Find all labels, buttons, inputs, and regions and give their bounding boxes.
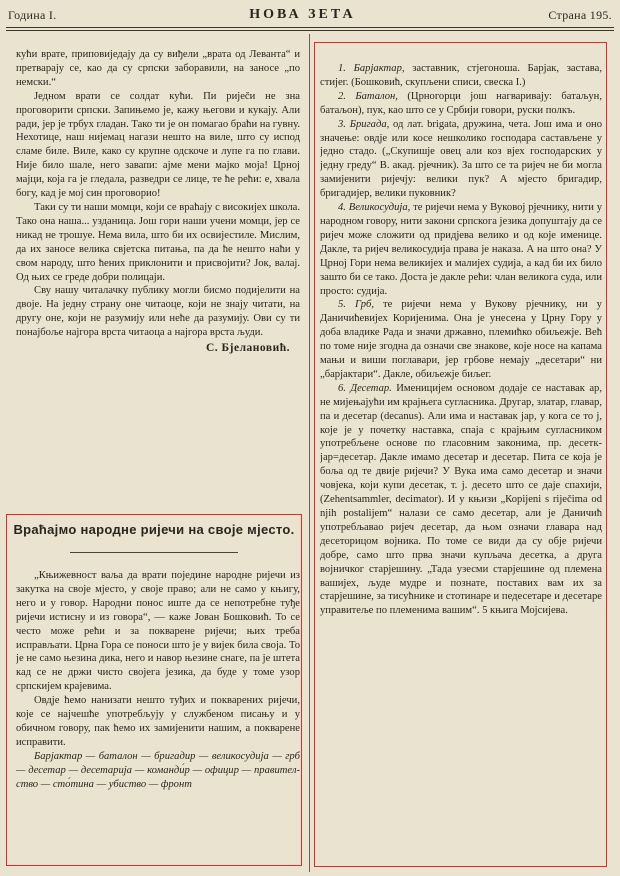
- page-number: Страна 195.: [548, 7, 612, 22]
- entry: [320, 90, 602, 118]
- entry: [320, 62, 602, 90]
- entry-term: 3. Бригада,: [338, 118, 390, 130]
- entry-text: те ријечи нема у Вуковој рјечнику, нити у народном говору, нити закони српскога језика допуштају да се ријеч може сложити од придјева велико и од које именице. Дакле, та ријеч великосудија права је наказа. А на што она? У Црној Гори нема великијех и малијех судија, а кад би их било зашто би се тако. Доста је дакле рећи: члан великога суда, или просто: судија.: [320, 202, 602, 297]
- entry-text: од лат. brigata, дружина, чета. Још има и оно значење: овдје или косе нешколико господара састављене у једно стадо. („Скупишје овец али коз вјех господарских у једну греду“ В. акад. рјечник). За што се та ријеч не би могла замијенити ријечју: велики пук? А мјесто бригадир, бригадијер, велики пуковник?: [320, 118, 602, 200]
- paragraph: Овдје ћемо нанизати нешто туђих и покварених ријечи, које се најчешће употребљују у службеном писању и у обичном говору, пак ћемо их замијенити нашим, а покварене исправити.: [16, 695, 300, 748]
- heading-underline: [70, 552, 238, 553]
- entry-term: 2. Баталон,: [338, 90, 398, 102]
- entry-text: (Црногорци још нагваривају: батаљун, батаљон), пук, као што се у Србији говори, руски полкъ.: [320, 90, 602, 116]
- page-header: [8, 4, 612, 26]
- paragraph: Таки су ти наши момци, који се враћају с високијех школа. Тако она наша... узданица. Још гори наши учени момци, јер се никад не трошуе. Нема вила, што би их освијестиле. Мислим, да их заносе велика свјетска питања, па да ће нешто наћи у свом народу, што ћених приклонити и присвојити? Јок, валај. Од њих се греде добри полицаји.: [16, 201, 300, 283]
- paragraph: Једном врати се солдат кући. Пи риječи не зна проговорити српски. Запињемо је, кажу његови и кукају. Али ради, јер је трбух гладан. Тако ти је он помагао браћи на гувну. Нехотице, наш нијемац нагази нешто на виле, што су испод сламе биле. Виле, како су крупне одскоче и лупе га по глави. Није било шале, него завапи: ајме мени мајко моја! Црној мајци, која га је гледала, разведри се лице, те ће рећи: е, хвала богу, кад је мој син проговорио!: [16, 90, 300, 200]
- entry-text: Именицијем основом додаје се наставак ар, не мијењајући им крајњега сугласника. Другар, златар, главар, па и десетар (decanus). Али има и наставак јар, у кога се то ј, које је у почетку наставка, спаја с крајњим сугласником употребљене основе по гласовним законима, пр. десетк-јар=десетар. Дакле имамо десетар и десетар. Пита се која је боља од те двије ријечи? У Вука има само десетар и значи човјека, који купи десетак, т. ј. десето што се даје спахији, (Zehentsammler, decimator). И у књизи „Корijeni s riječima od njih postalijem“ налази се само десетар, али је Даничић употребљавао ријеч десетар, да њом означи главара над десеторицом војника. По томе се види да су обје ријечи добре, само што прва значи купљача десетка, а друга војничког старјешину. „Тада узесми старјешине од племена вашијех, људе мудре и познате, поставих вам их за старјешине, за тисућнике и стотинаре и педесетаре и десетаре управитеље по племенима вашим“. 5 књига Мојсијева.: [320, 382, 602, 617]
- newspaper-title: НОВА ЗЕТА: [249, 7, 356, 22]
- article-heading: Враћајмо народне ријечи на своје мјесто.: [13, 522, 295, 537]
- entry-term: 1. Барјактар,: [338, 63, 405, 74]
- header-rule-thin: [6, 30, 614, 31]
- issue-year: Година I.: [8, 7, 57, 22]
- word-list: Барјактар — баталон — бригадир — великосудија — грб — десетар — десетарија — команди́р — официр — правителство — сто́тина — убиство — фронт: [16, 750, 300, 790]
- paragraph: Сву нашу читалачку публику могли бисмо подијелити на двоје. На једну страну оне читаоце, који не знају читати, на другу оне, који не разумију или неће да разумију. Ови су ти понајбоље најгора врста читаоца а најгора врста људи.: [16, 285, 300, 339]
- entry: [320, 201, 602, 298]
- entry-text: те ријечи нема у Вукову рјечнику, ни у Даничићевијех Коријенима. Она је унесена у Црну Гору у доба владике Рада и значи државно, племићко обиљежје. Већ по томе није згодна да означи све знакове, које носе на капама мањи и виши поглавари, јер грбове немају „десетари“ ни „барјактари“. Дакле, обиљежје биљег.: [320, 299, 602, 380]
- article-body: [16, 569, 300, 863]
- author-signature: С. Бјелановић.: [206, 342, 290, 355]
- entry-term: 4. Великосудија,: [338, 202, 411, 214]
- entry: [320, 118, 602, 201]
- entry-term: 6. Десетар.: [338, 382, 392, 394]
- entry: [320, 298, 602, 381]
- paragraph: „Књижевност ваља да врати поједине народне ријечи из закутка на своје мјесто, у своје право; али не само у књигу, него и у говор. Народни понос иште да се непотребне туђе ријечи истисну и из говора“, — каже Јован Бошковић. То се често може рећи и за покварене ријечи; њих треба исправљати. Црна Гора се поноси што је у вијек била своја. То је не само њезина дика, него и навор њезине снаге, па је штета кад се не држи чисто својега језика, да буде у томе узор српскијем крајевима.: [16, 570, 300, 693]
- right-column-text: [320, 62, 602, 866]
- header-rule: [6, 27, 614, 28]
- entry-term: 5. Грб,: [338, 299, 374, 311]
- left-column-text: [16, 48, 300, 511]
- paragraph: кући врате, приповиједају да су виђели „врата од Леванта“ и претварају се, као да су српски заборавили, на заносе „по немски.“: [16, 49, 300, 88]
- entry: [320, 382, 602, 618]
- entry-text: заставник, стјегоноша. Барјак, застава, стијег. (Бошковић, скупљени списи, свеска I.): [320, 63, 602, 88]
- column-divider: [309, 34, 310, 872]
